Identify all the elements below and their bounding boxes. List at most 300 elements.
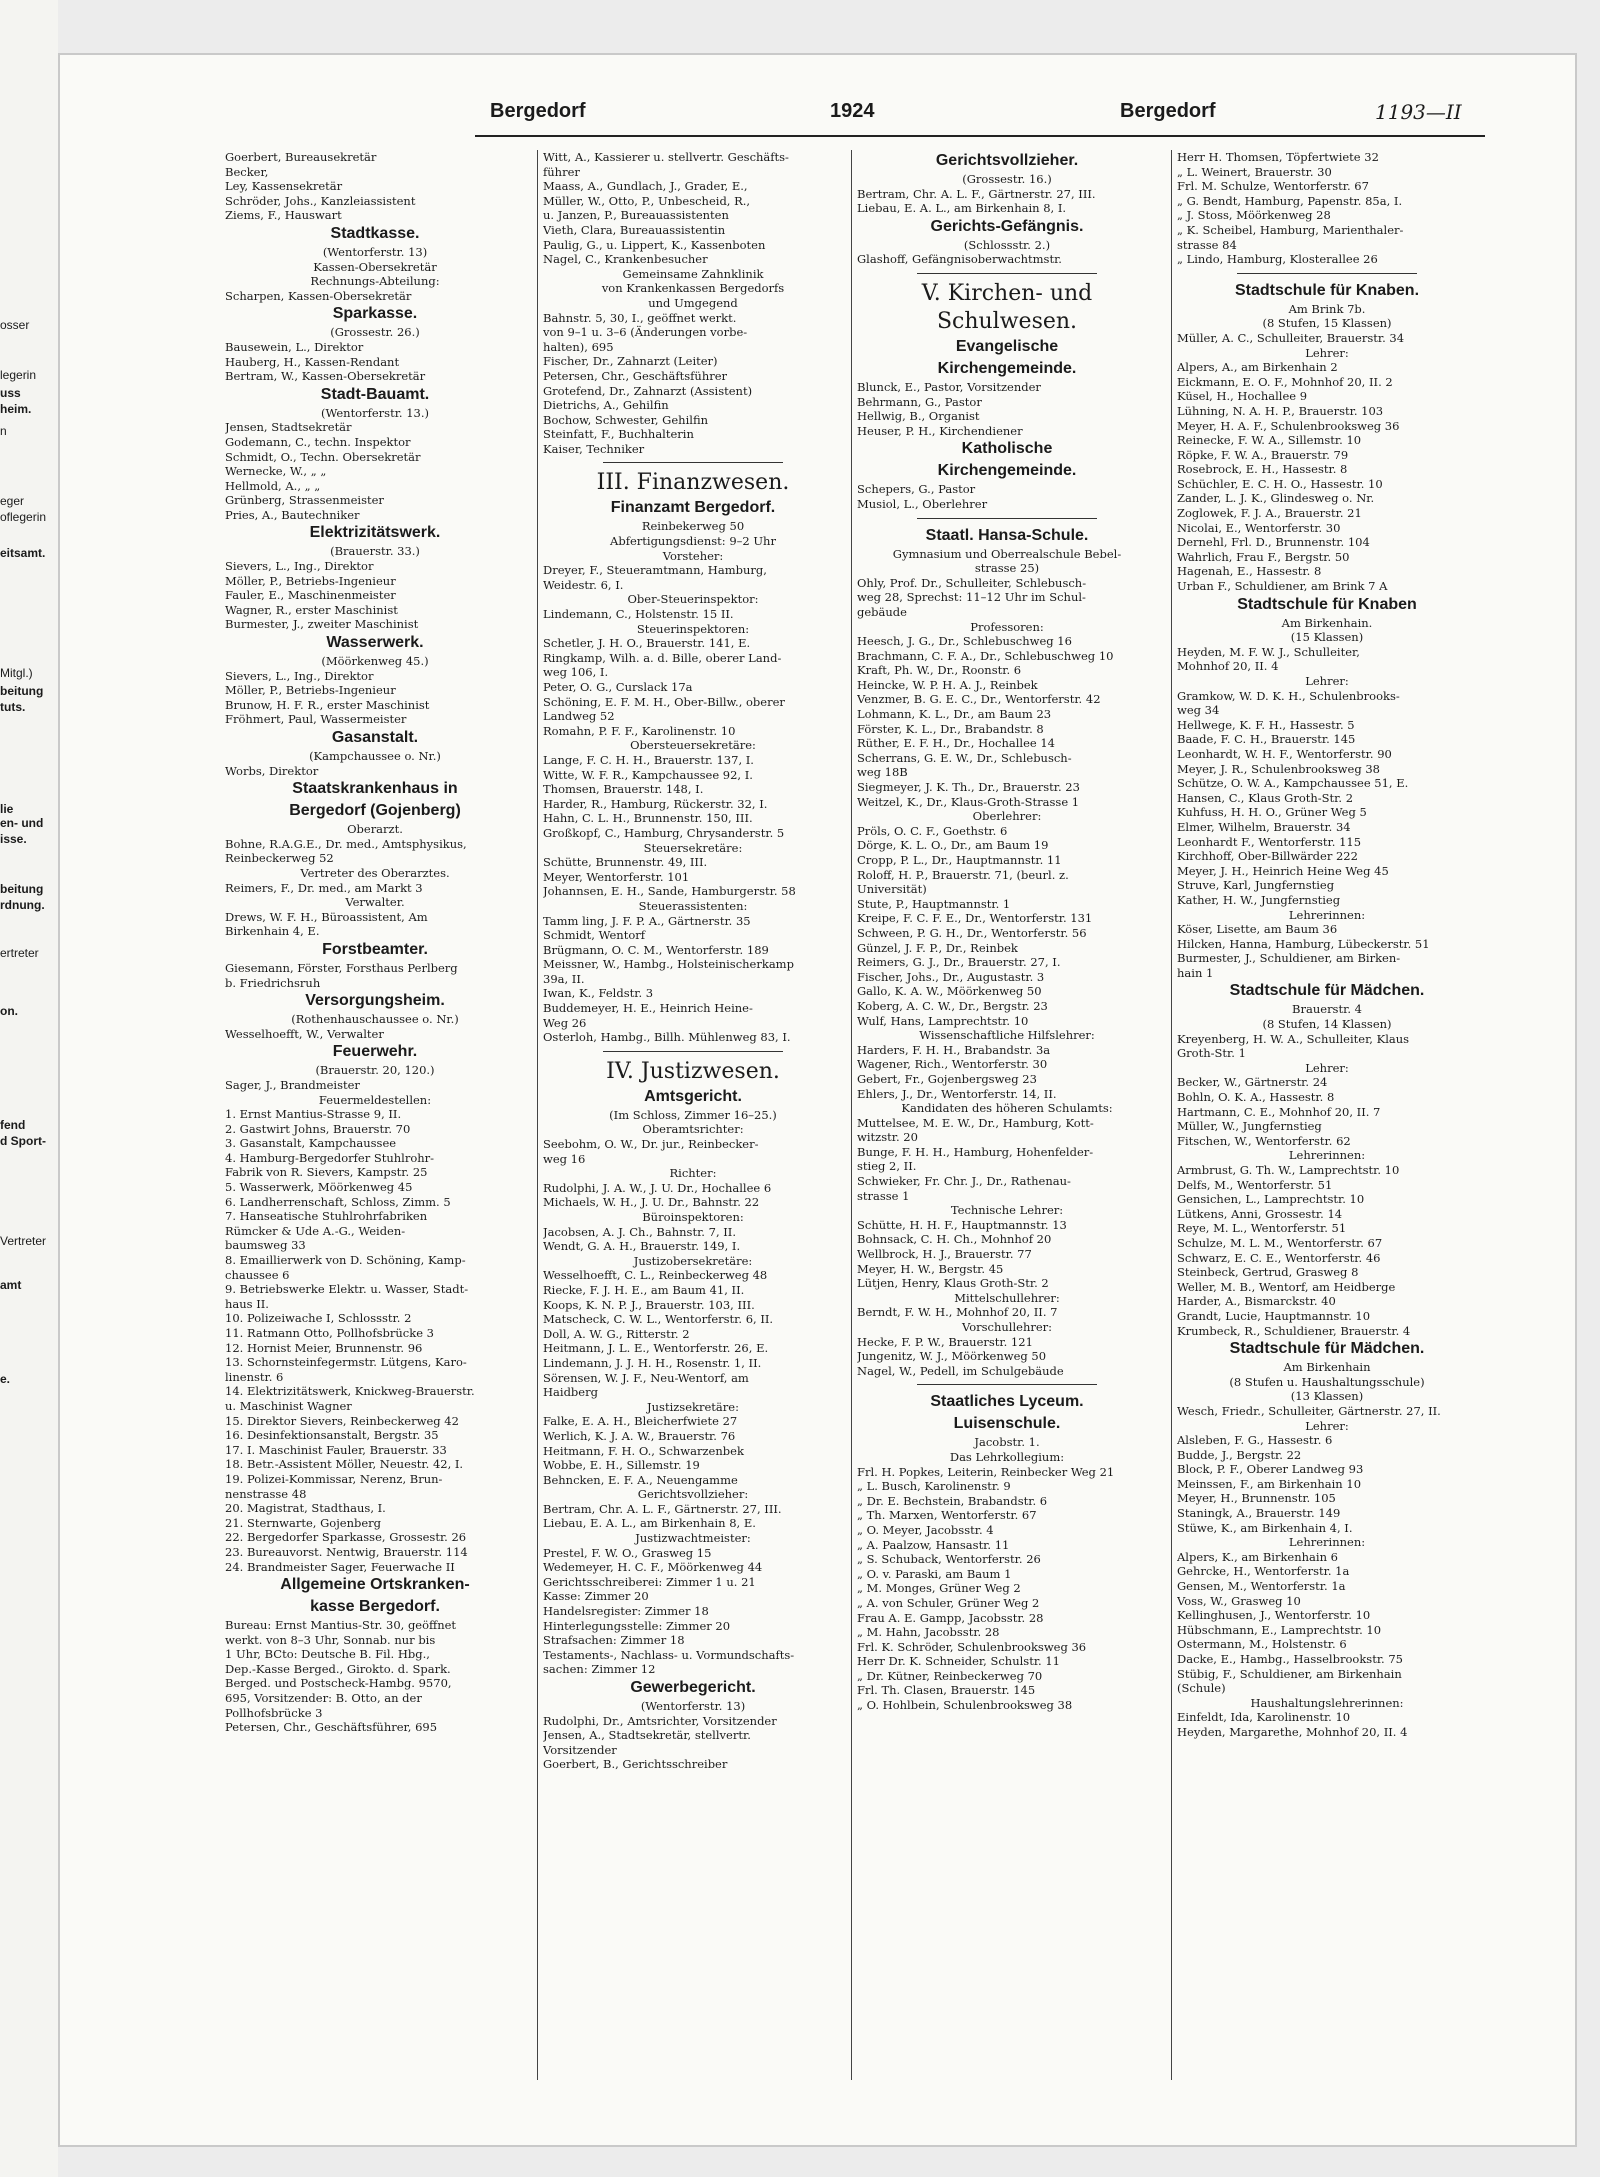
directory-entry: Burmester, J., zweiter Maschinist bbox=[225, 617, 419, 632]
previous-page-text: Mitgl.) bbox=[0, 666, 33, 680]
directory-entry: Liebau, E. A. L., am Birkenhain 8, I. bbox=[857, 201, 1067, 216]
directory-entry: Meyer, H. A. F., Schulenbrooksweg 36 bbox=[1177, 418, 1400, 433]
directory-entry: 1 Uhr, BCto: Deutsche B. Fil. Hbg., bbox=[225, 1647, 430, 1662]
directory-entry: Küsel, H., Hochallee 9 bbox=[1177, 389, 1308, 404]
directory-entry: weg 28, Sprechst: 11–12 Uhr im Schul- bbox=[857, 590, 1086, 605]
subheading: Gerichtsvollzieher: bbox=[637, 1487, 749, 1502]
subheading: Obersteuersekretäre: bbox=[630, 738, 756, 753]
previous-page-text: eger bbox=[0, 494, 25, 508]
directory-entry: 19. Polizei-Kommissar, Nerenz, Brun- bbox=[225, 1471, 443, 1486]
column-divider bbox=[537, 150, 538, 2080]
column-1 bbox=[225, 150, 525, 2080]
directory-entry: Reinecke, F. W. A., Sillemstr. 10 bbox=[1177, 433, 1362, 448]
directory-entry: Dietrichs, A., Gehilfin bbox=[543, 398, 669, 413]
directory-entry: „ O. Hohlbein, Schulenbrooksweg 38 bbox=[857, 1698, 1073, 1713]
directory-entry: Meyer, Wentorferstr. 101 bbox=[543, 869, 690, 884]
subheading: Vorschullehrer: bbox=[961, 1320, 1053, 1334]
section-rule bbox=[917, 1384, 1097, 1385]
subheading: Oberarzt. bbox=[347, 822, 403, 837]
section-heading: Stadtschule für Knaben bbox=[1237, 595, 1417, 613]
directory-entry: Kreyenberg, H. W. A., Schulleiter, Klaus bbox=[1177, 1031, 1410, 1046]
directory-entry: Sievers, L., Ing., Direktor bbox=[225, 668, 374, 683]
directory-entry: Schepers, G., Pastor bbox=[857, 482, 976, 497]
directory-entry: Frl. H. Popkes, Leiterin, Reinbecker Weg 21 bbox=[857, 1464, 1115, 1479]
directory-entry: Falke, E. A. H., Bleicherfwiete 27 bbox=[543, 1414, 738, 1429]
directory-entry: Heyden, M. F. W. J., Schulleiter, bbox=[1177, 644, 1360, 659]
subheading: Wissenschaftliche Hilfslehrer: bbox=[919, 1028, 1095, 1043]
previous-page-text: tuts. bbox=[0, 700, 26, 714]
header-year: 1924 bbox=[830, 100, 875, 122]
previous-page-text: uss bbox=[0, 386, 21, 400]
directory-entry: weg 34 bbox=[1177, 703, 1220, 718]
subheading: Steuersekretäre: bbox=[643, 840, 743, 855]
directory-entry: Bureau: Ernst Mantius-Str. 30, geöffnet bbox=[225, 1618, 457, 1633]
directory-entry: Werlich, K. J. A. W., Brauerstr. 76 bbox=[543, 1428, 736, 1443]
subheading: Lehrer: bbox=[1305, 1060, 1349, 1075]
directory-entry: Dreyer, F., Steueramtmann, Hamburg, bbox=[543, 563, 767, 578]
directory-entry: Dep.-Kasse Berged., Girokto. d. Spark. bbox=[225, 1661, 451, 1676]
directory-entry: baumsweg 33 bbox=[225, 1238, 306, 1253]
directory-entry: Burmester, J., Schuldiener, am Birken- bbox=[1177, 951, 1401, 966]
directory-entry: Schwarz, E. C. E., Wentorferstr. 46 bbox=[1177, 1250, 1381, 1265]
directory-entry: Groth-Str. 1 bbox=[1177, 1046, 1246, 1061]
directory-entry: Voss, W., Grasweg 10 bbox=[1177, 1593, 1301, 1608]
directory-entry: Wesch, Friedr., Schulleiter, Gärtnerstr. 27, II. bbox=[1177, 1403, 1441, 1418]
section-heading: Stadt-Bauamt. bbox=[320, 385, 430, 403]
directory-entry: 18. Betr.-Assistent Möller, Neuestr. 42, I. bbox=[225, 1457, 464, 1472]
directory-entry: Harder, R., Hamburg, Rückerstr. 32, I. bbox=[543, 796, 768, 811]
directory-entry: „ L. Weinert, Brauerstr. 30 bbox=[1177, 164, 1332, 179]
directory-entry: b. Friedrichsruh bbox=[225, 975, 321, 990]
directory-entry: chaussee 6 bbox=[225, 1267, 290, 1282]
header-city-right: Bergedorf bbox=[1120, 100, 1216, 122]
previous-page-text: legerin bbox=[0, 368, 37, 382]
directory-entry: Wellbrock, H. J., Brauerstr. 77 bbox=[857, 1247, 1032, 1262]
directory-entry: Bochow, Schwester, Gehilfin bbox=[543, 412, 709, 427]
directory-entry: Muttelsee, M. E. W., Dr., Hamburg, Kott- bbox=[857, 1115, 1094, 1130]
subheading: Oberamtsrichter: bbox=[642, 1122, 744, 1137]
subheading: Lehrer: bbox=[1305, 674, 1349, 688]
directory-entry: Johannsen, E. H., Sande, Hamburgerstr. 58 bbox=[543, 884, 796, 899]
directory-entry: Fitschen, W., Wentorferstr. 62 bbox=[1177, 1133, 1351, 1148]
directory-entry: Behncken, E. F. A., Neuengamme bbox=[543, 1472, 738, 1487]
directory-entry: 9. Betriebswerke Elektr. u. Wasser, Stadt- bbox=[225, 1282, 469, 1297]
directory-entry: strasse 1 bbox=[857, 1188, 910, 1203]
directory-entry: Testaments-, Nachlass- u. Vormundschafts- bbox=[543, 1647, 795, 1662]
directory-entry: Kaiser, Techniker bbox=[543, 441, 645, 456]
directory-entry: Meyer, H., Brunnenstr. 105 bbox=[1177, 1491, 1336, 1506]
previous-page-text: beitung bbox=[0, 882, 44, 896]
directory-entry: Armbrust, G. Th. W., Lamprechtstr. 10 bbox=[1177, 1163, 1400, 1177]
directory-entry: Strafsachen: Zimmer 18 bbox=[543, 1633, 685, 1648]
directory-entry: Kraft, Ph. W., Dr., Roonstr. 6 bbox=[857, 663, 1022, 678]
directory-entry: Schütze, O. W. A., Kampchaussee 51, E. bbox=[1177, 776, 1409, 791]
directory-entry: „ A. von Schuler, Grüner Weg 2 bbox=[857, 1595, 1040, 1610]
directory-entry: Heyden, Margarethe, Mohnhof 20, II. 4 bbox=[1177, 1724, 1408, 1739]
directory-entry: Röpke, F. W. A., Brauerstr. 79 bbox=[1177, 447, 1349, 462]
directory-entry: Heitmann, F. H. O., Schwarzenbek bbox=[543, 1443, 744, 1458]
section-heading: Evangelische bbox=[955, 337, 1059, 355]
directory-entry: Jacobsen, A. J. Ch., Bahnstr. 7, II. bbox=[543, 1224, 736, 1239]
section-heading: Kirchengemeinde. bbox=[937, 462, 1077, 480]
directory-entry: Nicolai, E., Wentorferstr. 30 bbox=[1177, 520, 1341, 535]
directory-entry: Baade, F. C. H., Brauerstr. 145 bbox=[1177, 732, 1356, 747]
section-heading: Staatl. Hansa-Schule. bbox=[925, 526, 1089, 544]
directory-entry: Zoglowek, F. J. A., Brauerstr. 21 bbox=[1177, 506, 1362, 521]
directory-entry: Handelsregister: Zimmer 18 bbox=[543, 1604, 709, 1619]
directory-entry: Elmer, Wilhelm, Brauerstr. 34 bbox=[1177, 819, 1351, 834]
directory-entry: Wernecke, W., „ „ bbox=[225, 464, 327, 479]
directory-entry: Alsleben, F. G., Hassestr. 6 bbox=[1177, 1433, 1333, 1448]
directory-entry: Weller, M. B., Wentorf, am Heidberge bbox=[1177, 1279, 1396, 1294]
directory-entry: Brügmann, O. C. M., Wentorferstr. 189 bbox=[543, 942, 769, 957]
directory-entry: Koops, K. N. P. J., Brauerstr. 103, III. bbox=[543, 1297, 755, 1312]
directory-entry: Hagenah, E., Hassestr. 8 bbox=[1177, 564, 1322, 579]
directory-entry: 8. Emaillierwerk von D. Schöning, Kamp- bbox=[225, 1253, 466, 1268]
directory-entry: Wedemeyer, H. C. F., Möörkenweg 44 bbox=[543, 1560, 763, 1575]
directory-entry: Stübig, F., Schuldiener, am Birkenhain bbox=[1177, 1666, 1402, 1681]
directory-entry: Hellwig, B., Organist bbox=[857, 409, 980, 424]
directory-entry: Cropp, P. L., Dr., Hauptmannstr. 11 bbox=[857, 853, 1062, 867]
previous-page-text: heim. bbox=[0, 402, 32, 416]
previous-page-text: lie bbox=[0, 802, 14, 816]
directory-entry: Pollhofsbrücke 3 bbox=[225, 1705, 323, 1720]
directory-entry: 20. Magistrat, Stadthaus, I. bbox=[225, 1501, 386, 1516]
directory-entry: Schüchler, E. C. H. O., Hassestr. 10 bbox=[1177, 476, 1383, 491]
directory-entry: Wagner, R., erster Maschinist bbox=[225, 602, 398, 617]
directory-entry: Berndt, F. W. H., Mohnhof 20, II. 7 bbox=[857, 1305, 1058, 1320]
directory-entry: Doll, A. W. G., Ritterstr. 2 bbox=[543, 1326, 690, 1341]
directory-entry: Berged. und Postscheck-Hambg. 9570, bbox=[225, 1676, 452, 1691]
directory-entry: Schütte, Brunnenstr. 49, III. bbox=[543, 855, 708, 870]
directory-entry: Hecke, F. P. W., Brauerstr. 121 bbox=[857, 1334, 1033, 1349]
subheading: Am Brink 7b. bbox=[1288, 301, 1366, 316]
directory-entry: Frl. Th. Clasen, Brauerstr. 145 bbox=[857, 1683, 1036, 1698]
directory-entry: Lütkens, Anni, Grossestr. 14 bbox=[1177, 1206, 1343, 1221]
directory-entry: Peter, O. G., Curslack 17a bbox=[543, 680, 693, 694]
directory-entry: Haidberg bbox=[543, 1385, 598, 1400]
directory-entry: Bertram, Chr. A. L. F., Gärtnerstr. 27, III. bbox=[857, 186, 1096, 201]
directory-entry: „ J. Stoss, Möörkenweg 28 bbox=[1177, 208, 1331, 223]
directory-entry: Müller, W., Otto, P., Unbescheid, R., bbox=[543, 193, 751, 208]
section-heading: IV. Justizwesen. bbox=[606, 1058, 780, 1084]
section-heading: Gerichts-Gefängnis. bbox=[930, 217, 1084, 235]
directory-entry: werkt. von 8–3 Uhr, Sonnab. nur bis bbox=[225, 1632, 436, 1647]
subheading: (8 Stufen, 14 Klassen) bbox=[1262, 1017, 1392, 1032]
directory-entry: 695, Vorsitzender: B. Otto, an der bbox=[225, 1691, 422, 1706]
directory-entry: Ziems, F., Hauswart bbox=[225, 208, 342, 223]
directory-entry: Bohnsack, C. H. Ch., Mohnhof 20 bbox=[857, 1232, 1052, 1247]
directory-entry: Hinterlegungsstelle: Zimmer 20 bbox=[543, 1618, 731, 1633]
section-heading: Stadtschule für Knaben. bbox=[1234, 281, 1420, 299]
subheading: (Schlossstr. 2.) bbox=[963, 237, 1051, 252]
previous-page-text: eitsamt. bbox=[0, 546, 46, 560]
directory-entry: Krumbeck, R., Schuldiener, Brauerstr. 4 bbox=[1177, 1323, 1411, 1338]
previous-page-text: n bbox=[0, 424, 7, 438]
subheading: (Im Schloss, Zimmer 16–25.) bbox=[609, 1107, 777, 1122]
directory-entry: 7. Hanseatische Stuhlrohrfabriken bbox=[225, 1209, 428, 1224]
subheading: Gemeinsame Zahnklinik bbox=[622, 266, 764, 281]
directory-entry: Schmidt, O., Techn. Obersekretär bbox=[225, 449, 421, 464]
section-heading: V. Kirchen- und bbox=[921, 280, 1093, 306]
subheading: (Grossestr. 16.) bbox=[962, 172, 1052, 186]
subheading: Kandidaten des höheren Schulamts: bbox=[901, 1101, 1113, 1116]
section-heading: III. Finanzwesen. bbox=[596, 470, 790, 496]
directory-entry: Petersen, Chr., Geschäftsführer, 695 bbox=[225, 1720, 438, 1735]
directory-entry: Kasse: Zimmer 20 bbox=[543, 1589, 649, 1604]
directory-entry: „ L. Busch, Karolinenstr. 9 bbox=[857, 1479, 1011, 1494]
directory-entry: „ Dr. E. Bechstein, Brabandstr. 6 bbox=[857, 1493, 1048, 1508]
section-heading: Stadtschule für Mädchen. bbox=[1229, 982, 1425, 1000]
directory-entry: Großkopf, C., Hamburg, Chrysanderstr. 5 bbox=[543, 825, 785, 840]
directory-entry: „ S. Schuback, Wentorferstr. 26 bbox=[857, 1552, 1041, 1567]
subheading: (Brauerstr. 33.) bbox=[330, 544, 420, 559]
subheading: Vertreter des Oberarztes. bbox=[300, 865, 450, 880]
directory-entry: Lange, F. C. H. H., Brauerstr. 137, I. bbox=[543, 752, 754, 767]
directory-entry: Universität) bbox=[857, 882, 927, 897]
directory-entry: Sörensen, W. J. F., Neu-Wentorf, am bbox=[543, 1370, 749, 1385]
directory-entry: Stüwe, K., am Birkenhain 4, I. bbox=[1177, 1520, 1353, 1535]
subheading: (13 Klassen) bbox=[1290, 1389, 1364, 1404]
previous-page-text: ertreter bbox=[0, 946, 39, 960]
section-rule bbox=[603, 462, 783, 463]
previous-page-text: on. bbox=[0, 1004, 18, 1018]
section-heading: Bergedorf (Gojenberg) bbox=[289, 802, 461, 820]
section-heading: Schulwesen. bbox=[936, 308, 1078, 334]
section-heading: Gewerbegericht. bbox=[630, 1679, 756, 1696]
column-4 bbox=[1177, 150, 1477, 2080]
header-city-left: Bergedorf bbox=[490, 100, 586, 122]
directory-entry: (Schule) bbox=[1177, 1681, 1226, 1696]
section-heading: Allgemeine Ortskranken- bbox=[280, 1576, 470, 1594]
directory-entry: u. Maschinist Wagner bbox=[225, 1398, 352, 1413]
subheading: Abfertigungsdienst: 9–2 Uhr bbox=[610, 534, 776, 549]
directory-entry: linenstr. 6 bbox=[225, 1369, 284, 1384]
header-rule bbox=[475, 135, 1485, 137]
directory-entry: „ Lindo, Hamburg, Klosterallee 26 bbox=[1177, 252, 1378, 267]
directory-entry: Siegmeyer, J. K. Th., Dr., Brauerstr. 23 bbox=[857, 780, 1080, 795]
directory-entry: Koberg, A. C. W., Dr., Bergstr. 23 bbox=[857, 998, 1048, 1013]
directory-entry: Eickmann, E. O. F., Mohnhof 20, II. 2 bbox=[1177, 374, 1393, 389]
directory-entry: Prestel, F. W. O., Grasweg 15 bbox=[543, 1545, 712, 1560]
section-heading: Kirchengemeinde. bbox=[937, 359, 1077, 377]
directory-entry: Nagel, C., Krankenbesucher bbox=[543, 252, 708, 267]
directory-entry: Kuhfuss, H. H. O., Grüner Weg 5 bbox=[1177, 805, 1367, 820]
subheading: Büroinspektoren: bbox=[642, 1210, 744, 1224]
directory-entry: Ringkamp, Wilh. a. d. Bille, oberer Land- bbox=[543, 650, 782, 665]
subheading: Rechnungs-Abteilung: bbox=[310, 274, 440, 289]
directory-entry: Sager, J., Brandmeister bbox=[225, 1077, 360, 1092]
directory-entry: Godemann, C., techn. Inspektor bbox=[225, 434, 411, 449]
directory-entry: Harder, A., Bismarckstr. 40 bbox=[1177, 1294, 1336, 1309]
directory-entry: Matscheck, C. W. L., Wentorferstr. 6, II. bbox=[543, 1312, 774, 1327]
directory-entry: Wagener, Rich., Wentorferstr. 30 bbox=[857, 1057, 1048, 1072]
directory-entry: „ Dr. Kütner, Reinbeckerweg 70 bbox=[857, 1668, 1043, 1683]
directory-entry: Delfs, M., Wentorferstr. 51 bbox=[1177, 1177, 1333, 1192]
directory-entry: Rümcker & Ude A.-G., Weiden- bbox=[225, 1223, 406, 1238]
directory-entry: Schween, P. G. H., Dr., Wentorferstr. 56 bbox=[857, 925, 1087, 940]
directory-entry: Brachmann, C. F. A., Dr., Schlebuschweg 10 bbox=[857, 648, 1114, 663]
directory-entry: Bohln, O. K. A., Hassestr. 8 bbox=[1177, 1090, 1335, 1105]
directory-entry: 2. Gastwirt Johns, Brauerstr. 70 bbox=[225, 1121, 411, 1136]
previous-page-text: beitung bbox=[0, 684, 44, 698]
previous-page-text: rdnung. bbox=[0, 898, 45, 912]
directory-entry: Buddemeyer, H. E., Heinrich Heine- bbox=[543, 1001, 753, 1016]
directory-entry: Leonhardt F., Wentorferstr. 115 bbox=[1177, 834, 1362, 849]
subheading: Lehrerinnen: bbox=[1288, 1535, 1366, 1550]
subheading: Am Birkenhain. bbox=[1281, 615, 1373, 630]
directory-entry: 3. Gasanstalt, Kampchaussee bbox=[225, 1136, 397, 1151]
previous-page-text: osser bbox=[0, 318, 30, 332]
directory-entry: Rudolphi, J. A. W., J. U. Dr., Hochallee 6 bbox=[543, 1180, 772, 1195]
directory-entry: Wesselhoefft, C. L., Reinbeckerweg 48 bbox=[543, 1268, 768, 1283]
directory-entry: Musiol, L., Oberlehrer bbox=[857, 496, 988, 511]
section-heading: Stadtschule für Mädchen. bbox=[1229, 1340, 1425, 1358]
directory-entry: Glashoff, Gefängnisoberwachtmstr. bbox=[857, 252, 1062, 267]
directory-entry: Zander, L. J. K., Glindesweg o. Nr. bbox=[1177, 491, 1375, 506]
directory-entry: Möller, P., Betriebs-Ingenieur bbox=[225, 573, 396, 588]
directory-entry: Worbs, Direktor bbox=[225, 763, 319, 778]
subheading: Haushaltungslehrerinnen: bbox=[1250, 1695, 1404, 1710]
subheading: Kassen-Obersekretär bbox=[313, 259, 437, 274]
section-heading: Staatskrankenhaus in bbox=[292, 780, 458, 798]
section-rule bbox=[1237, 273, 1417, 274]
subheading: Justizsekretäre: bbox=[647, 1399, 739, 1414]
directory-entry: Ehlers, J., Dr., Wentorferstr. 14, II. bbox=[857, 1086, 1057, 1101]
directory-entry: Meissner, W., Hambg., Holsteinischerkamp bbox=[543, 957, 794, 972]
directory-entry: Fröhmert, Paul, Wassermeister bbox=[225, 712, 407, 727]
directory-entry: Pries, A., Bautechniker bbox=[225, 507, 360, 522]
subheading: Gymnasium und Oberrealschule Bebel- bbox=[892, 546, 1122, 561]
directory-entry: Meinssen, F., am Birkenhain 10 bbox=[1177, 1476, 1362, 1491]
directory-entry: 12. Hornist Meier, Brunnenstr. 96 bbox=[225, 1340, 423, 1355]
directory-entry: Iwan, K., Feldstr. 3 bbox=[543, 986, 654, 1001]
subheading: Feuermeldestellen: bbox=[318, 1092, 432, 1107]
directory-entry: Maass, A., Gundlach, J., Grader, E., bbox=[543, 179, 748, 194]
directory-entry: Drews, W. F. H., Büroassistent, Am bbox=[225, 909, 428, 924]
directory-entry: Goerbert, B., Gerichtsschreiber bbox=[543, 1757, 728, 1772]
directory-entry: Herr H. Thomsen, Töpfertwiete 32 bbox=[1177, 150, 1379, 164]
directory-entry: Schetler, J. H. O., Brauerstr. 141, E. bbox=[543, 636, 751, 651]
directory-entry: Rudolphi, Dr., Amtsrichter, Vorsitzender bbox=[543, 1713, 777, 1728]
directory-entry: Goerbert, Bureausekretär bbox=[225, 150, 377, 164]
directory-entry: Gehrcke, H., Wentorferstr. 1a bbox=[1177, 1564, 1350, 1579]
section-heading: Stadtkasse. bbox=[330, 224, 420, 242]
directory-entry: Roloff, H. P., Brauerstr. 71, (beurl. z. bbox=[857, 867, 1069, 882]
subheading: Oberlehrer: bbox=[972, 809, 1042, 824]
directory-entry: Steinfatt, F., Buchhalterin bbox=[543, 427, 694, 442]
column-2 bbox=[543, 150, 843, 2080]
directory-entry: 24. Brandmeister Sager, Feuerwache II bbox=[225, 1559, 455, 1574]
directory-entry: Pröls, O. C. F., Goethstr. 6 bbox=[857, 823, 1008, 838]
directory-entry: Weidestr. 6, I. bbox=[543, 577, 624, 592]
directory-entry: Scharpen, Kassen-Obersekretär bbox=[225, 288, 412, 303]
section-heading: Finanzamt Bergedorf. bbox=[610, 499, 776, 517]
directory-entry: Gerichtsschreiberei: Zimmer 1 u. 21 bbox=[543, 1574, 756, 1589]
directory-entry: Hansen, C., Klaus Groth-Str. 2 bbox=[1177, 790, 1354, 805]
directory-entry: gebäude bbox=[857, 604, 907, 619]
subheading: (15 Klassen) bbox=[1290, 630, 1364, 645]
previous-page-edge bbox=[0, 0, 58, 2177]
directory-entry: Kellinghusen, J., Wentorferstr. 10 bbox=[1177, 1608, 1371, 1623]
subheading: (Möörkenweg 45.) bbox=[321, 654, 429, 669]
directory-entry: Thomsen, Brauerstr. 148, I. bbox=[543, 782, 704, 797]
directory-entry: Meyer, J. R., Schulenbrooksweg 38 bbox=[1177, 761, 1380, 776]
directory-entry: 16. Desinfektionsanstalt, Bergstr. 35 bbox=[225, 1428, 439, 1443]
subheading: Justizobersekretäre: bbox=[633, 1253, 753, 1268]
directory-entry: Rüther, E. F. H., Dr., Hochallee 14 bbox=[857, 736, 1055, 751]
directory-entry: Lütjen, Henry, Klaus Groth-Str. 2 bbox=[857, 1276, 1049, 1291]
directory-entry: Weitzel, K., Dr., Klaus-Groth-Strasse 1 bbox=[857, 794, 1080, 809]
section-rule bbox=[603, 1051, 783, 1052]
directory-entry: 4. Hamburg-Bergedorfer Stuhlrohr- bbox=[225, 1150, 435, 1165]
directory-entry: Jungenitz, W. J., Möörkenweg 50 bbox=[857, 1349, 1047, 1364]
directory-entry: Bunge, F. H. H., Hamburg, Hohenfelder- bbox=[857, 1144, 1094, 1159]
directory-entry: 15. Direktor Sievers, Reinbeckerweg 42 bbox=[225, 1413, 459, 1428]
directory-entry: halten), 695 bbox=[543, 339, 614, 354]
subheading: Reinbekerweg 50 bbox=[641, 519, 745, 534]
directory-entry: Müller, A. C., Schulleiter, Brauerstr. 34 bbox=[1177, 330, 1405, 345]
directory-entry: Wesselhoefft, W., Verwalter bbox=[225, 1026, 384, 1041]
directory-entry: Hellmold, A., „ „ bbox=[225, 478, 321, 493]
subheading: Vorsteher: bbox=[662, 548, 724, 563]
directory-entry: Heitmann, J. L. E., Wentorferstr. 26, E. bbox=[543, 1341, 769, 1356]
section-rule bbox=[917, 518, 1097, 519]
subheading: Mittelschullehrer: bbox=[954, 1290, 1060, 1305]
directory-entry: Alpers, K., am Birkenhain 6 bbox=[1177, 1549, 1338, 1564]
subheading: Professoren: bbox=[970, 619, 1044, 634]
directory-entry: Romahn, P. F. F., Karolinenstr. 10 bbox=[543, 723, 736, 738]
subheading: Jacobstr. 1. bbox=[974, 1435, 1040, 1450]
directory-entry: Ley, Kassensekretär bbox=[225, 179, 343, 194]
subheading: von Krankenkassen Bergedorfs bbox=[601, 281, 785, 296]
directory-entry: Bertram, W., Kassen-Obersekretär bbox=[225, 369, 426, 384]
directory-entry: Paulig, G., u. Lippert, K., Kassenboten bbox=[543, 237, 766, 252]
section-heading: Staatliches Lyceum. bbox=[930, 1393, 1084, 1411]
directory-entry: Ostermann, M., Holstenstr. 6 bbox=[1177, 1637, 1347, 1652]
directory-entry: Fauler, E., Maschinenmeister bbox=[225, 588, 396, 603]
section-heading: Katholische bbox=[961, 440, 1053, 458]
directory-entry: Günzel, J. F. P., Dr., Reinbek bbox=[857, 940, 1018, 955]
directory-entry: Reimers, G. J., Dr., Brauerstr. 27, I. bbox=[857, 955, 1061, 970]
directory-entry: Gensichen, L., Lamprechtstr. 10 bbox=[1177, 1192, 1365, 1207]
subheading: strasse 25) bbox=[974, 561, 1040, 576]
subheading: (Grossestr. 26.) bbox=[330, 325, 420, 340]
directory-entry: führer bbox=[543, 164, 580, 179]
directory-entry: Kirchhoff, Ober-Billwärder 222 bbox=[1177, 849, 1358, 864]
previous-page-text: oflegerin bbox=[0, 510, 47, 524]
subheading: (Brauerstr. 20, 120.) bbox=[315, 1063, 435, 1078]
directory-entry: Fischer, Johs., Dr., Augustastr. 3 bbox=[857, 969, 1045, 984]
column-divider bbox=[851, 150, 852, 2080]
subheading: Richter: bbox=[669, 1166, 717, 1181]
previous-page-text: en- und bbox=[0, 816, 44, 830]
directory-entry: Frl. M. Schulze, Wentorferstr. 67 bbox=[1177, 179, 1369, 194]
directory-entry: Lindemann, J. J. H. H., Rosenstr. 1, II. bbox=[543, 1355, 762, 1370]
subheading: Ober-Steuerinspektor: bbox=[627, 592, 759, 607]
section-heading: Luisenschule. bbox=[953, 1415, 1061, 1433]
directory-entry: stieg 2, II. bbox=[857, 1159, 917, 1174]
subheading: (8 Stufen, 15 Klassen) bbox=[1262, 316, 1392, 331]
subheading: (Wentorferstr. 13) bbox=[322, 244, 428, 259]
directory-entry: Schulze, M. L. M., Wentorferstr. 67 bbox=[1177, 1235, 1383, 1250]
page-header bbox=[470, 100, 1480, 134]
subheading: (Rothenhauschaussee o. Nr.) bbox=[291, 1012, 459, 1027]
directory-entry: Gallo, K. A. W., Möörkenweg 50 bbox=[857, 984, 1042, 999]
section-heading: Elektrizitätswerk. bbox=[309, 524, 441, 542]
section-heading: Forstbeamter. bbox=[322, 940, 428, 958]
directory-entry: Staningk, A., Brauerstr. 149 bbox=[1177, 1506, 1341, 1521]
